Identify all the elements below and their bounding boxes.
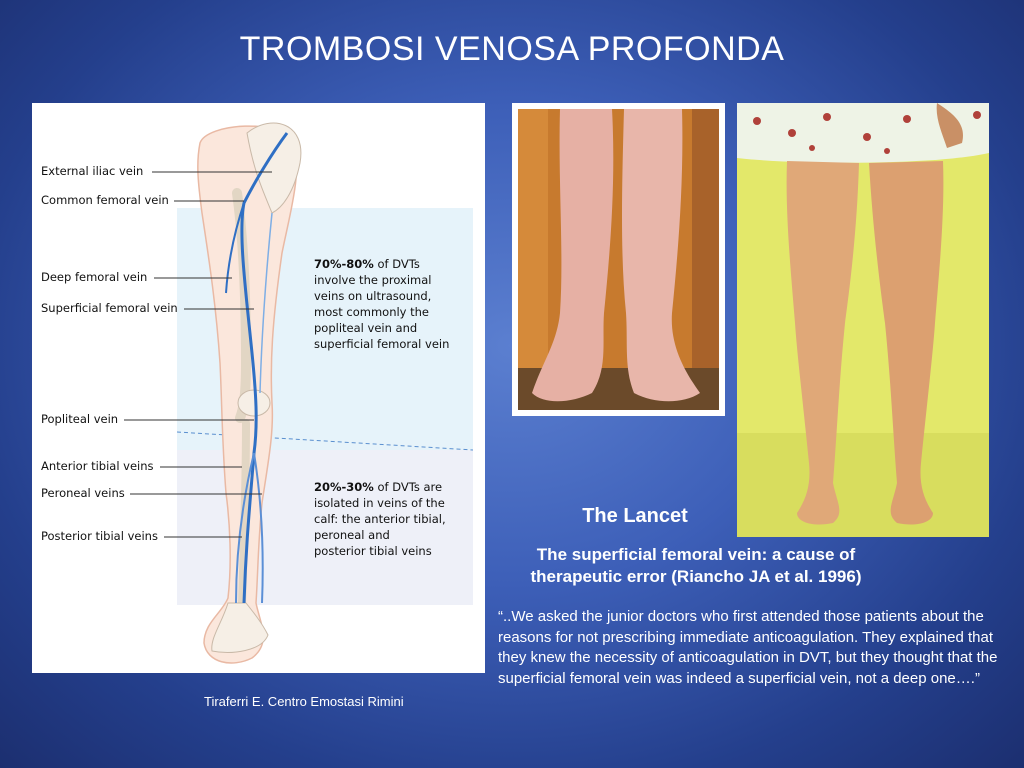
proximal-line2: involve the proximal xyxy=(314,273,432,287)
distal-line2: isolated in veins of the xyxy=(314,496,445,510)
label-superficial-femoral-vein: Superficial femoral vein xyxy=(41,301,178,315)
slide-title: TROMBOSI VENOSA PROFONDA xyxy=(239,30,785,68)
label-peroneal-veins: Peroneal veins xyxy=(41,486,125,500)
proximal-line3: veins on ultrasound, xyxy=(314,289,432,303)
distal-line1: of DVTs are xyxy=(377,480,443,494)
distal-dvt-note xyxy=(314,479,446,559)
label-popliteal-vein: Popliteal vein xyxy=(41,412,119,426)
proximal-line6: superficial femoral vein xyxy=(314,337,450,351)
distal-line3: calf: the anterior tibial, xyxy=(314,512,446,526)
label-deep-femoral-vein: Deep femoral vein xyxy=(41,270,148,284)
proximal-line4: most commonly the xyxy=(314,305,430,319)
doctor-quote: “..We asked the junior doctors who first attended those patients about the reasons for not prescribing immediate anticoagulation. They explained that they knew the necessity of anticoagulation in DVT, but they thought that the superficial femoral vein was indeed a superficial vein, not a deep one….” xyxy=(498,608,998,687)
distal-pct: 20%-30% xyxy=(314,480,374,494)
label-posterior-tibial-veins: Posterior tibial veins xyxy=(41,529,158,543)
standing-legs-photo xyxy=(737,103,989,537)
proximal-pct: 70%-80% xyxy=(314,257,374,271)
swollen-legs-photo xyxy=(512,103,725,416)
distal-line4: peroneal and xyxy=(314,528,390,542)
proximal-line5: popliteal vein and xyxy=(314,321,418,335)
article-title: The superficial femoral vein: a cause of therapeutic error (Riancho JA et al. 1996) xyxy=(530,545,862,586)
source-label: The Lancet xyxy=(582,505,688,527)
label-anterior-tibial-veins: Anterior tibial veins xyxy=(41,459,154,473)
distal-line5: posterior tibial veins xyxy=(314,544,432,558)
credit-line: Tiraferri E. Centro Emostasi Rimini xyxy=(204,694,404,709)
label-common-femoral-vein: Common femoral vein xyxy=(41,193,169,207)
leg-vein-diagram xyxy=(32,103,485,673)
label-external-iliac-vein: External iliac vein xyxy=(41,164,144,178)
proximal-line1: of DVTs xyxy=(377,257,420,271)
proximal-dvt-note xyxy=(314,256,449,352)
leg-vein-illustration xyxy=(32,103,485,673)
